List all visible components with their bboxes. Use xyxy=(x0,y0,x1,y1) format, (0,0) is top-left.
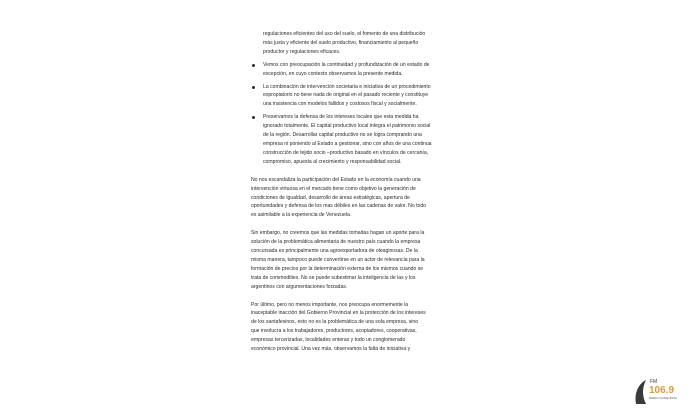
text-line: solución de la problemática alimentaria de nuestro país cuando la empresa xyxy=(251,239,421,246)
list-item xyxy=(251,83,456,110)
text-line: La combinación de intervención societaria e iniciativa de un procedimiento xyxy=(263,83,431,90)
text-line: intervención virtuosa en el mercado tiene como objetivo la generación de xyxy=(251,185,416,192)
text-line: ignorado totalmente. El capital productivo local integra el patrimonio social xyxy=(263,123,431,130)
text-line: de los santafesinos, esto no es la problemática de una sola empresa, sino xyxy=(251,319,419,326)
text-line: condiciones de igualdad, desarrollo de áreas estratégicas, apertura de xyxy=(251,194,410,201)
text-line: oportunidades y defensa de los mas débiles en las cadenas de valor. No todo xyxy=(251,203,427,210)
paragraph xyxy=(251,176,456,221)
text-line: Vemos con preocupación la continuidad y profundización de un estado de xyxy=(263,61,430,68)
text-line: Preservamos la defensa de los intereses locales que esta medida ha xyxy=(263,114,419,121)
bullet-icon xyxy=(252,86,255,89)
text-line: trata de commodities. No se puede subestimar la inteligencia de las y los xyxy=(251,274,416,281)
text-line: construcción de tejido socio –productivo basado en vínculos de cercanía, xyxy=(263,149,429,156)
text-line: una insistencia con modelos fallidos y costosos fiscal y socialmente. xyxy=(263,101,417,108)
logo-band: FM xyxy=(650,379,658,385)
list-item xyxy=(251,30,456,57)
text-line: empresa ni poniendo al Estado a gestionar, sino con años de una continua xyxy=(263,140,432,147)
text-line: expropiatorio no tiene nada de original en el pasado reciente y constituye xyxy=(263,92,429,99)
text-line: económico provincial. Una vez más, observamos la falta de iniciativa y xyxy=(251,346,411,353)
text-line: formación de precios por la determinación externa de los mismos cuando se xyxy=(251,265,424,272)
text-line: misma manera, tampoco puede convertirse en un actor de relevancia para la xyxy=(251,256,425,263)
text-line: inaceptable inacción del Gobierno Provincial en la protección de los intereses xyxy=(251,310,426,317)
text-line: empresas tercerizadas, localidades enteras y todo un conglomerado xyxy=(251,337,406,344)
logo-tagline: RADIO CONQUISTA xyxy=(649,396,677,400)
text-line: compromiso, apuesta al crecimiento y responsabilidad social. xyxy=(263,158,402,165)
bullet-icon xyxy=(252,116,255,119)
text-line: concursada es principalmente una agroexportadora de oleaginosas. De la xyxy=(251,248,418,255)
text-line: de la región. Desarrollar capital productivo no se logra comprando una xyxy=(263,132,422,139)
paragraph xyxy=(251,301,456,354)
text-line: No nos escandaliza la participación del Estado en la economía cuando una xyxy=(251,176,421,183)
bullet-list xyxy=(251,30,456,167)
text-line: es asimilable a la experiencia de Venezuela. xyxy=(251,212,352,219)
text-line: productor y regulaciones eficaces. xyxy=(263,48,341,55)
text-line: que involucra a los trabajadores, productores, acopiadores, cooperativas, xyxy=(251,328,417,335)
text-line: regulaciones eficientes del uso del suelo, el fomento de una distribución xyxy=(263,31,426,37)
bullet-icon xyxy=(252,64,255,67)
text-line: Por último, pero no menos importante, nos preocupa enormemente la xyxy=(251,301,409,308)
text-column xyxy=(251,30,456,354)
text-line: argentinos con argumentaciones forzadas. xyxy=(251,283,348,290)
text-line: excepción, en cuyo contexto observamos la presente medida. xyxy=(263,70,403,77)
paragraph xyxy=(251,229,456,291)
logo-frequency: 106.9 xyxy=(649,385,675,396)
text-line: más justa y eficiente del suelo productivo, financiamiento al pequeño xyxy=(263,39,419,46)
list-item xyxy=(251,113,456,166)
wing-icon xyxy=(635,380,646,404)
radio-logo xyxy=(632,368,692,408)
text-line: Sin embargo, no creemos que las medidas tomadas hagan un aporte para la xyxy=(251,230,425,237)
list-item xyxy=(251,61,456,79)
